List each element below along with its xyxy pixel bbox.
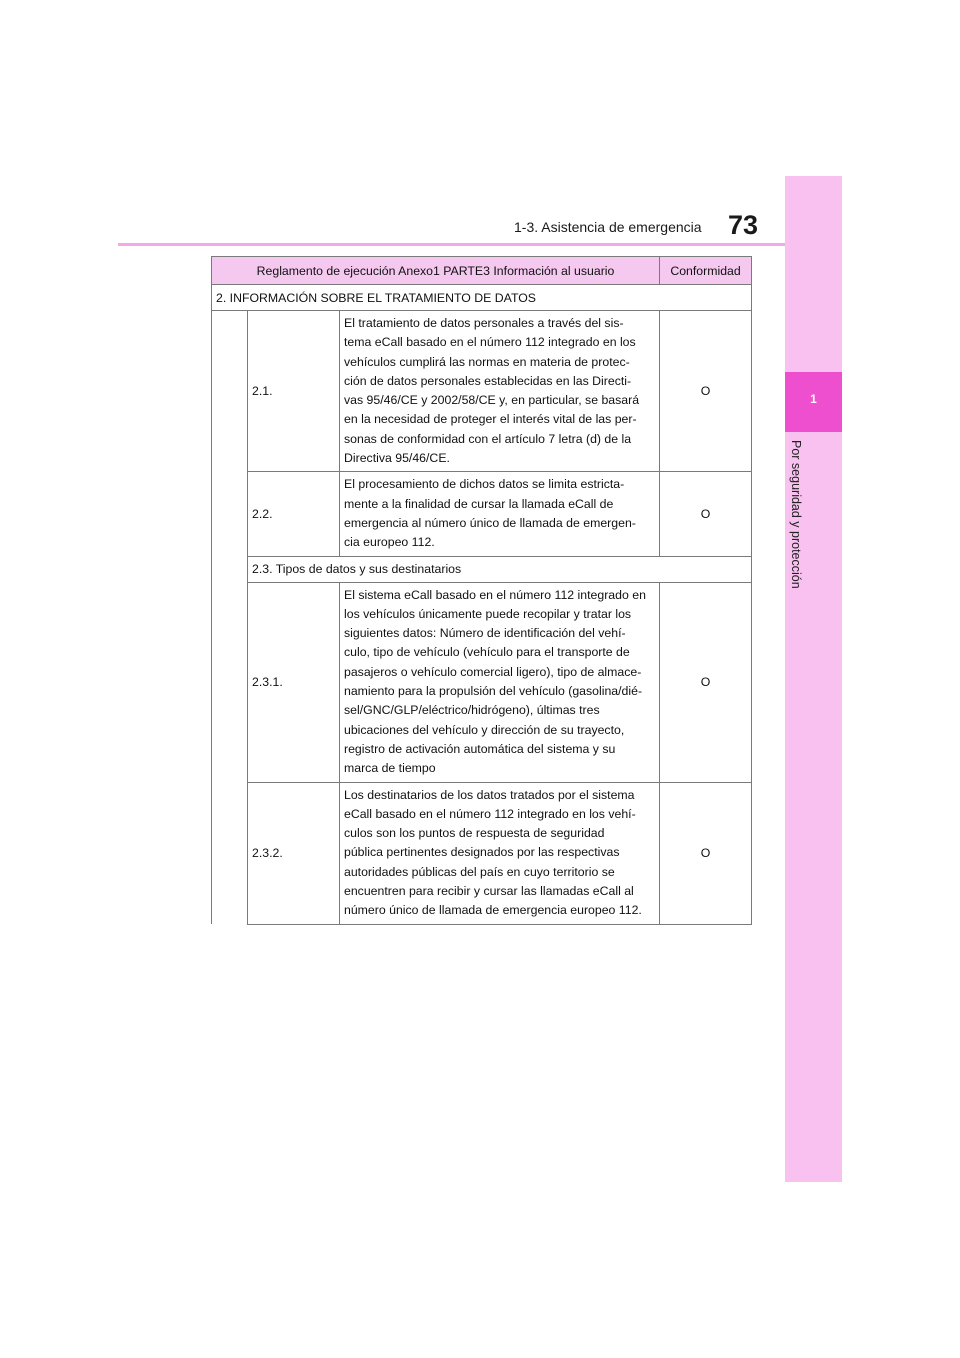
desc-line: eCall basado en el número 112 integrado en los vehí- xyxy=(344,806,636,821)
indent-cell xyxy=(212,311,248,472)
desc-line: los vehículos únicamente puede recopilar y tratar los xyxy=(344,606,632,621)
item-description xyxy=(340,472,660,556)
indent-cell xyxy=(212,556,248,582)
desc-line: tema eCall basado en el número 112 integrado en los xyxy=(344,335,636,350)
item-description xyxy=(340,582,660,782)
item-number: 2.3.2. xyxy=(248,782,340,924)
user-information-table xyxy=(211,256,752,925)
desc-line: vehículos cumplirá las normas en materia de protec- xyxy=(344,354,630,369)
conformity-header: Conformidad xyxy=(660,257,752,285)
desc-line: autoridades públicas del país en cuyo territorio se xyxy=(344,864,615,879)
indent-cell xyxy=(212,582,248,782)
item-description xyxy=(340,782,660,924)
item-number: 2.1. xyxy=(248,311,340,472)
conformity-value: O xyxy=(660,472,752,556)
section-row-2-3 xyxy=(212,556,752,582)
desc-line: siguientes datos: Número de identificación del vehí- xyxy=(344,626,626,641)
desc-line: culos son los puntos de respuesta de seguridad xyxy=(344,826,605,841)
desc-line: vas 95/46/CE y 2002/58/CE y, en particular, se basará xyxy=(344,393,640,408)
header-rule xyxy=(118,243,785,246)
desc-line: marca de tiempo xyxy=(344,761,436,776)
table-row-2-3-1 xyxy=(212,582,752,782)
conformity-value: O xyxy=(660,782,752,924)
table-row-2-1 xyxy=(212,311,752,472)
desc-line: sel/GNC/GLP/eléctrico/hidrógeno), últimas tres xyxy=(344,703,600,718)
table-row-2-2 xyxy=(212,472,752,556)
desc-line: emergencia al número único de llamada de emergen- xyxy=(344,515,636,530)
chapter-title: Por seguridad y protección xyxy=(789,440,803,589)
desc-line: El procesamiento de dichos datos se limita estricta- xyxy=(344,477,625,492)
table-row-2-3-2 xyxy=(212,782,752,924)
desc-line: en la necesidad de proteger el interés vital de las per- xyxy=(344,412,637,427)
regulation-header: Reglamento de ejecución Anexo1 PARTE3 Información al usuario xyxy=(212,257,660,285)
desc-line: El sistema eCall basado en el número 112 integrado en xyxy=(344,587,646,602)
desc-line: ubicaciones del vehículo y dirección de su trayecto, xyxy=(344,722,625,737)
item-description xyxy=(340,311,660,472)
desc-line: Los destinatarios de los datos tratados por el sistema xyxy=(344,787,635,802)
item-number: 2.3.1. xyxy=(248,582,340,782)
desc-line: sonas de conformidad con el artículo 7 letra (d) de la xyxy=(344,431,632,446)
indent-cell xyxy=(212,472,248,556)
desc-line: pública pertinentes designados por las respectivas xyxy=(344,845,620,860)
section-2-heading: 2. INFORMACIÓN SOBRE EL TRATAMIENTO DE DATOS xyxy=(212,285,752,311)
section-row-2 xyxy=(212,285,752,311)
desc-line: pasajeros o vehículo comercial ligero), tipo de almace- xyxy=(344,664,642,679)
desc-line: número único de llamada de emergencia europeo 112. xyxy=(344,903,642,918)
desc-line: El tratamiento de datos personales a través del sis- xyxy=(344,316,624,330)
desc-line: Directiva 95/46/CE. xyxy=(344,451,450,466)
table-header-row xyxy=(212,257,752,285)
page-number: 73 xyxy=(728,210,759,240)
section-title: 1-3. Asistencia de emergencia xyxy=(514,219,702,235)
chapter-number: 1 xyxy=(810,392,817,406)
desc-line: encuentren para recibir y cursar las llamadas eCall al xyxy=(344,884,634,899)
item-number: 2.2. xyxy=(248,472,340,556)
desc-line: ción de datos personales establecidas en las Directi- xyxy=(344,373,632,388)
desc-line: mente a la finalidad de cursar la llamada eCall de xyxy=(344,496,614,511)
desc-line: registro de activación automática del sistema y su xyxy=(344,741,616,756)
chapter-side-tab xyxy=(785,176,842,1182)
desc-line: culo, tipo de vehículo (vehículo para el transporte de xyxy=(344,645,630,660)
desc-line: cia europeo 112. xyxy=(344,535,435,550)
indent-cell xyxy=(212,782,248,924)
desc-line: namiento para la propulsión del vehículo (gasolina/dié- xyxy=(344,684,643,699)
conformity-value: O xyxy=(660,582,752,782)
section-2-3-heading: 2.3. Tipos de datos y sus destinatarios xyxy=(248,556,752,582)
conformity-value: O xyxy=(660,311,752,472)
